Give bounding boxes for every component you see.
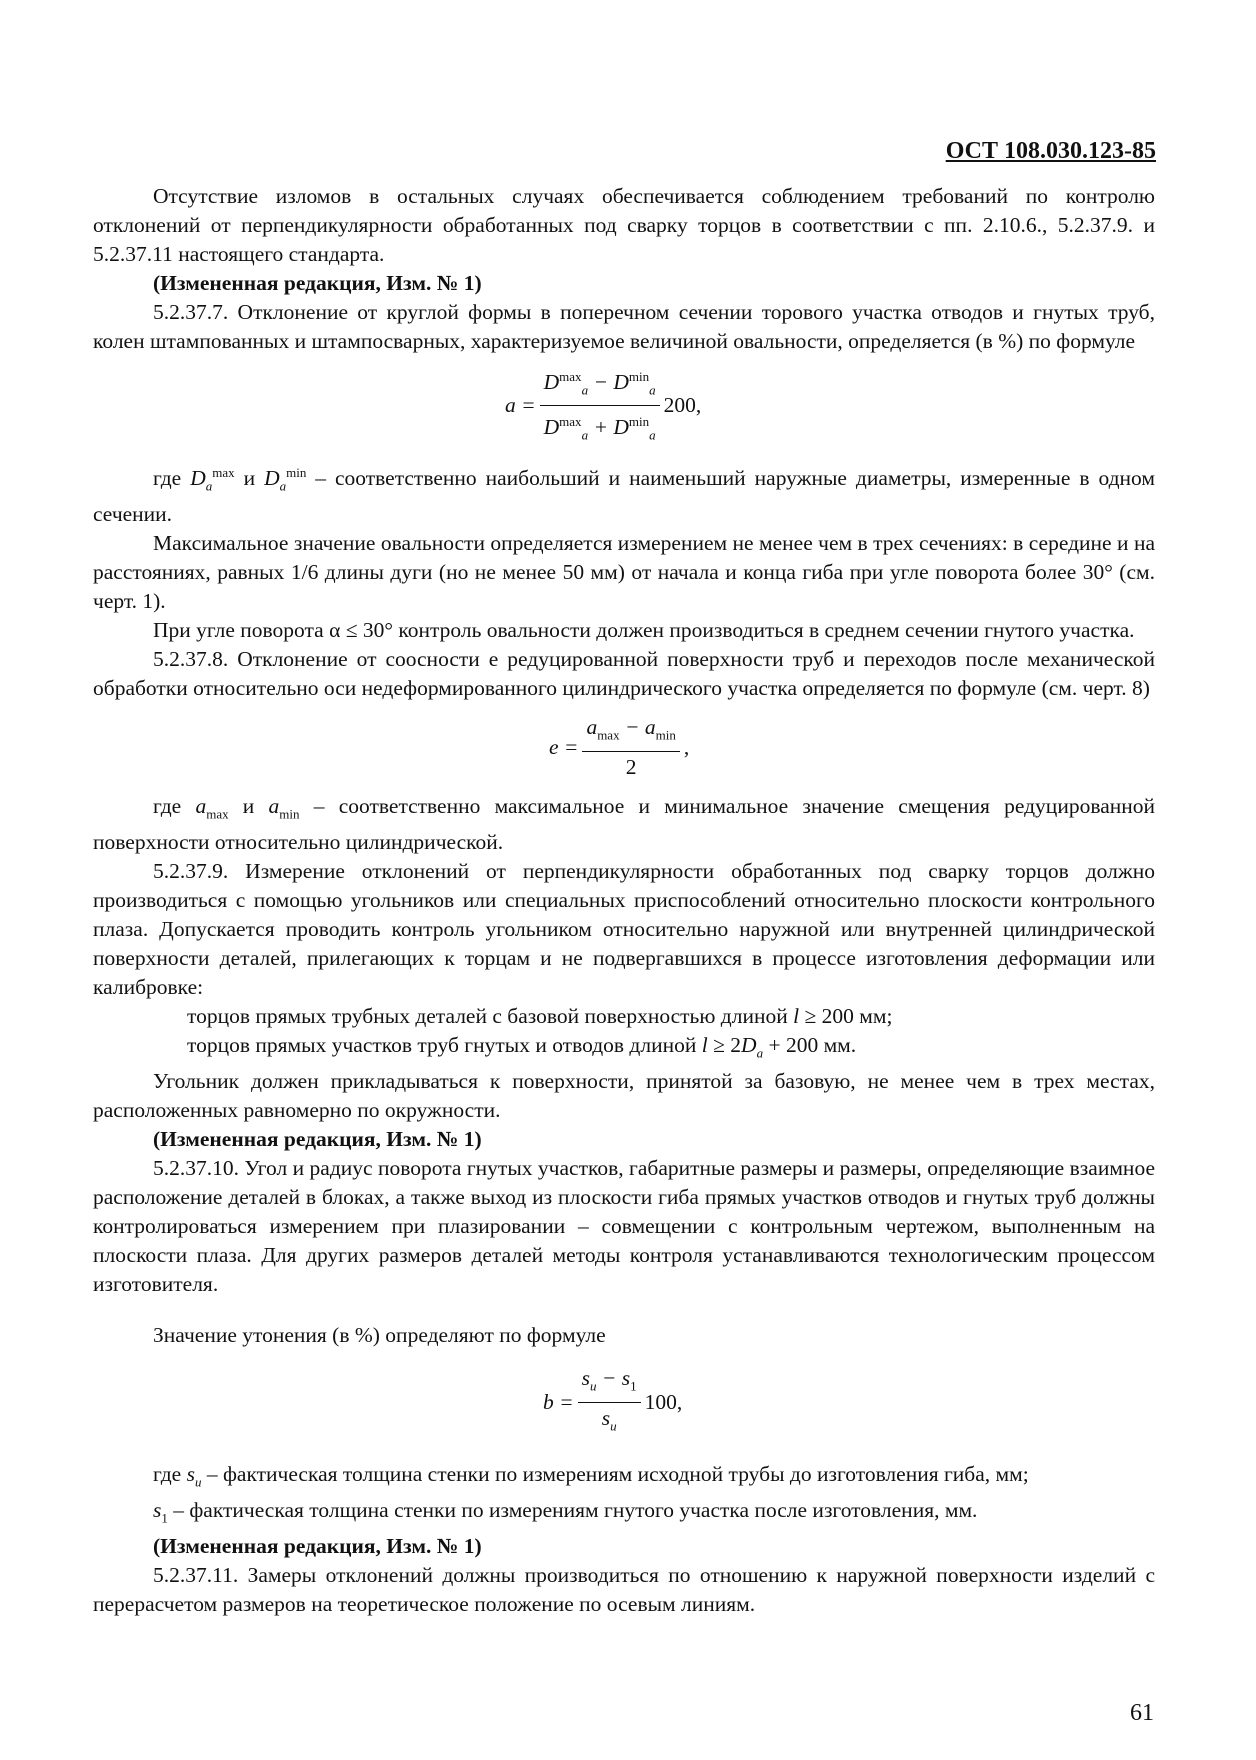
paragraph-max-ovality: Максимальное значение овальности определяется измерением не менее чем в трех сечениях: в середине и на расстояниях, равных 1/6 длины дуги (но не менее 50 мм) от начала и конца гиба при угле поворота более 30° (см. черт. 1). [93,531,1155,614]
formula-thinning-lhs: b = [543,1389,574,1414]
paragraph-5-2-37-11: 5.2.37.11. Замеры отклонений должны производиться по отношению к наружной поверхности изделий с перерасчетом размеров на теоретическое положение по осевым линиям. [93,1563,1155,1617]
formula-thinning-numerator: $s_u - s_1$ [578,1364,641,1402]
paragraph-fracture-absence: Отсутствие изломов в остальных случаях обеспечивается соблюдением требований по контролю отклонений от перпендикулярности обработанных под сварку торцов в соответствии с пп. 2.10.6., 5.2.37.9. и 5.2.37.11 настоящего стандарта. [93,184,1155,266]
formula-thinning-denominator: $s_u$ [601,1405,617,1433]
formula-offset-tail: , [683,735,690,759]
paragraph-5-2-37-8: 5.2.37.8. Отклонение от соосности e редуцированной поверхности труб и переходов после механической обработки относительно оси недеформированного цилиндрического участка определяется по формуле (см. черт. 8) [93,647,1155,701]
formula-offset [549,713,1155,781]
formula-ovality-denominator: $D^{max}_a + D^{min}_a$ [543,414,656,443]
formula-ovality-factor: 200, [663,393,702,418]
document-body [93,182,1155,1619]
formula-ovality-numerator: $D^{max}_a - D^{min}_a$ [540,362,660,406]
formula-ovality-fraction [540,362,660,450]
paragraph-square-placement: Угольник должен прикладываться к поверхности, принятой за базовую, не менее чем в трех местах, расположенных равномерно по окружности. [93,1069,1155,1123]
paragraph-angle: При угле поворота α ≤ 30° контроль овальности должен производиться в среднем сечении гнутого участка. [153,618,1135,643]
formula-ovality [505,362,1155,450]
list-item-bent-parts: торцов прямых участков труб гнутых и отводов длиной $l \ge 2D_a + 200$ мм. [187,1032,857,1061]
paragraph-thinning-intro: Значение утонения (в %) определяют по формуле [153,1323,606,1348]
paragraph-5-2-37-7: 5.2.37.7. Отклонение от круглой формы в поперечном сечении торового участка отводов и гнутых труб, колен штампованных и штампосварных, характеризуемое величиной овальности, определяется (в %) по формуле [93,300,1155,353]
formula-thinning [543,1364,1155,1440]
formula-offset-fraction [582,713,679,781]
revision-note: (Измененная редакция, Изм. № 1) [153,1127,482,1152]
revision-note: (Измененная редакция, Изм. № 1) [153,271,482,295]
formula-thinning-factor: 100, [644,1389,683,1414]
paragraph-s1-definition: $s_1$ – фактическая толщина стенки по измерениям гнутого участка после изготовления, мм. [153,1498,978,1526]
paragraph-5-2-37-10: 5.2.37.10. Угол и радиус поворота гнутых участков, габаритные размеры и размеры, определяющие взаимное расположение деталей в блоках, а также выход из плоскости гиба прямых участков отводов и гнутых труб должны контролироваться измерением при плазировании – совмещении с контрольным чертежом, выполненным на плоскости плаза. Для других размеров деталей методы контроля устанавливаются технологическим процессом изготовителя. [93,1156,1155,1297]
paragraph-diameter-definition: где $D_a^{max}$ и $D_a^{min}$ – соответственно наибольший и наименьший наружные диаметры, измеренные в одном сечении. [93,464,1155,527]
formula-offset-lhs: e = [549,735,579,759]
paragraph-5-2-37-9: 5.2.37.9. Измерение отклонений от перпендикулярности обработанных под сварку торцов должно производиться с помощью угольников или специальных приспособлений относительно плоскости контрольного плаза. Допускается проводить контроль угольником относительно наружной или внутренней цилиндрической поверхности деталей, прилегающих к торцам и не подвергавшихся в процессе изготовления деформации или калибровке: [93,858,1155,999]
formula-offset-denominator: 2 [625,754,637,779]
revision-note: (Измененная редакция, Изм. № 1) [153,1534,482,1559]
formula-offset-numerator: $a_{max} - a_{min}$ [582,713,679,751]
formula-thinning-fraction [578,1364,641,1440]
list-item-straight-parts: торцов прямых трубных деталей с базовой поверхностью длиной l ≥ 200 мм; [187,1003,893,1028]
formula-ovality-lhs: a = [505,393,536,418]
paragraph-offset-definition: где $a_{max}$ и $a_{min}$ – соответственно максимальное и минимальное значение смещения редуцированной поверхности относительно цилиндрической. [93,793,1155,854]
page-number: 61 [1130,1700,1154,1726]
paragraph-su-definition: где $s_u$ – фактическая толщина стенки по измерениям исходной трубы до изготовления гиба, мм; [153,1461,1029,1490]
document-code: ОСТ 108.030.123-85 [945,138,1156,164]
